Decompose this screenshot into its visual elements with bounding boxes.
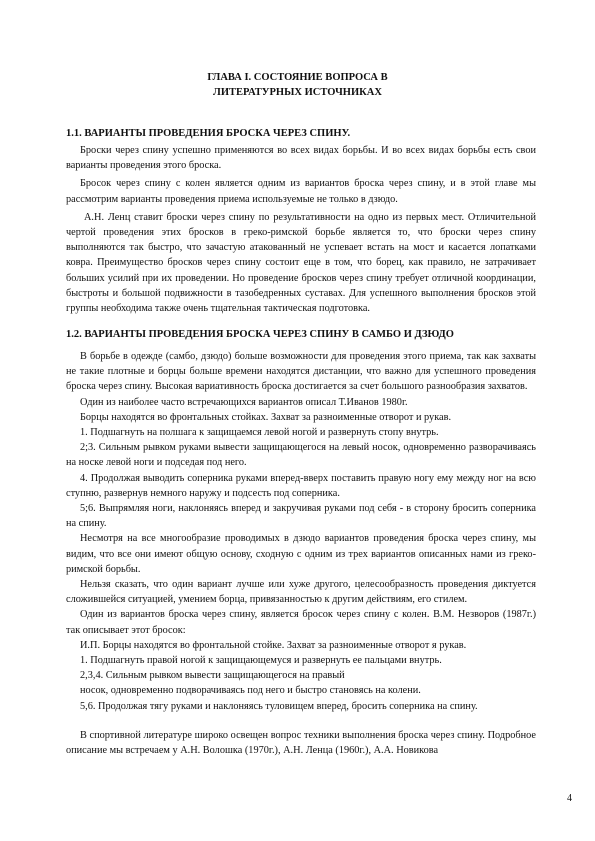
paragraph: Броски через спину успешно применяются во всех видах борьбы. И во всех видах борьбы есть свои варианты проведения этого броска.: [66, 145, 536, 172]
paragraph: 2;3. Сильным рывком руками вывести защищающегося на левый носок, одновременно разворачиваясь на носке левой ноги и подседая под него.: [66, 442, 536, 469]
paragraph: А.Н. Ленц ставит броски через спину по результативности на одно из первых мест. Отличительной чертой проведения этих бросков в греко-римской борьбе является то, что броски через спину выполняются так быстро, что зачастую атакованный не успевает встать на мост и касается лопатками ковра. Преимущество бросков через спину состоит еще в том, что борец, как правило, не затрачивает больших усилий при их проведении. Но проведение бросков через спину требует отличной координации, быстроты и большой подвижности в тазобедренных суставах. Для успешного выполнения бросков этой группы необходима также очень тщательная тактическая подготовка.: [66, 211, 536, 315]
chapter-title-line-2: ЛИТЕРАТУРНЫХ ИСТОЧНИКАХ: [213, 87, 382, 98]
paragraph: Один из вариантов броска через спину, является бросок через спину с колен. В.М. Незворов (1987г.) так описывает этот бросок:: [66, 609, 536, 636]
paragraph: 1. Подшагнуть на полшага к защищаемся левой ногой и развернуть стопу внутрь.: [80, 427, 439, 439]
paragraph: 2,3,4. Сильным рывком вывести защищающегося на правый: [80, 670, 345, 682]
section-1-heading: 1.1. ВАРИАНТЫ ПРОВЕДЕНИЯ БРОСКА ЧЕРЕЗ СПИНУ.: [66, 128, 351, 139]
paragraph: Несмотря на все многообразие проводимых в дзюдо вариантов проведения броска через спину, мы видим, что все они имеют общую основу, сходную с одним из трех вариантов описанных нами из греко-римской борьбы.: [66, 533, 536, 575]
paragraph: носок, одновременно подворачиваясь под него и быстро становясь на колени.: [80, 685, 421, 697]
paragraph: 5;6. Выпрямляя ноги, наклоняясь вперед и закручивая руками под себя - в сторону бросить соперника на спину.: [66, 503, 536, 530]
paragraph: 4. Продолжая выводить соперника руками вперед-вверх поставить правую ногу ему между ног на всю ступню, развернув немного наружу и подсесть под соперника.: [66, 472, 536, 499]
paragraph: Нельзя сказать, что один вариант лучше или хуже другого, целесообразность проведения диктуется сложившейся ситуацией, умением борца, привязанностью к другим действиям, его стилем.: [66, 579, 536, 606]
paragraph: Один из наиболее часто встречающихся вариантов описал Т.Иванов 1980г.: [80, 396, 408, 408]
paragraph: В борьбе в одежде (самбо, дзюдо) больше возможности для проведения этого приема, так как захваты не такие плотные и борцы больше времени находятся дистанции, что важно для успешного проведения броска через спину. Высокая вариативность броска достигается за счет большого разнообразия захватов.: [66, 351, 536, 393]
section-2-body: [66, 349, 536, 758]
paragraph: 1. Подшагнуть правой ногой к защищающемуся и развернуть ее пальцами внутрь.: [80, 655, 442, 667]
page-number: 4: [567, 793, 572, 804]
section-1-body: [66, 143, 536, 316]
section-2-heading: 1.2. ВАРИАНТЫ ПРОВЕДЕНИЯ БРОСКА ЧЕРЕЗ СПИНУ В САМБО И ДЗЮДО: [66, 329, 454, 340]
chapter-title-line-1: ГЛАВА I. СОСТОЯНИЕ ВОПРОСА В: [207, 72, 388, 83]
paragraph: И.П. Борцы находятся во фронтальной стойке. Захват за разноименные отворот я рукав.: [80, 639, 467, 651]
paragraph: Борцы находятся во фронтальных стойках. Захват за разноименные отворот и рукав.: [80, 411, 452, 423]
chapter-title: [0, 70, 595, 100]
paragraph: В спортивной литературе широко освещен вопрос техники выполнения броска через спину. Подробное описание мы встречаем у А.Н. Волошка (1970г.), А.Н. Ленца (1960г.), А.А. Новикова: [66, 729, 536, 757]
paragraph: 5,6. Продолжая тягу руками и наклоняясь туловищем вперед, бросить соперника на спину.: [80, 700, 478, 712]
paragraph: Бросок через спину с колен является одним из вариантов броска через спину, и в этой главе мы рассмотрим варианты проведения приема используемые не только в дзюдо.: [66, 178, 536, 205]
